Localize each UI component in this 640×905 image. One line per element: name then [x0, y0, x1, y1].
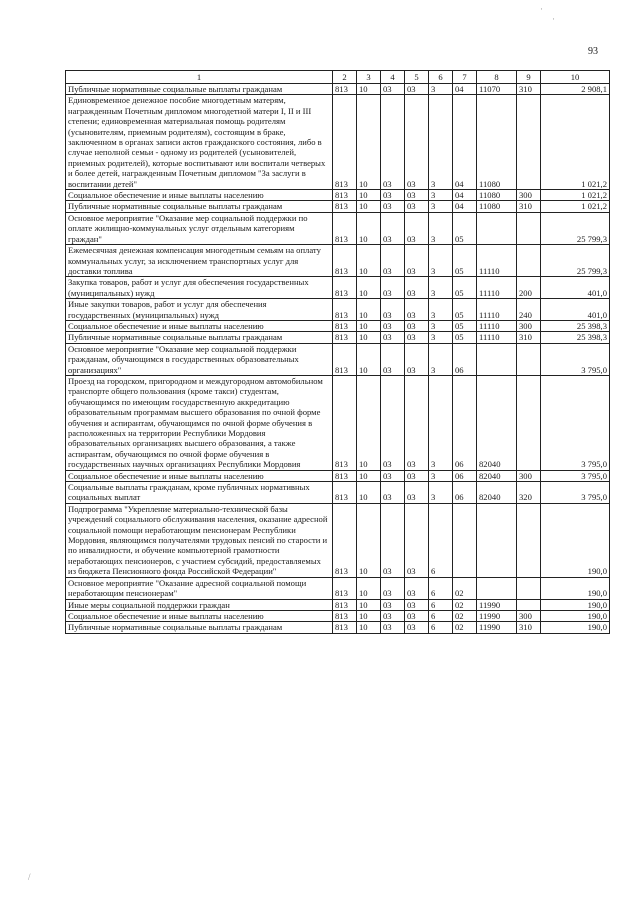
cell-subsection: 03 [381, 622, 405, 633]
cell-amount: 3 795,0 [541, 375, 610, 470]
scan-speck: · [552, 14, 555, 24]
table-row [66, 610, 610, 621]
cell-ministry-code: 813 [333, 277, 357, 299]
cell-event: 06 [453, 482, 477, 504]
row-description: Иные меры социальной поддержки граждан [66, 599, 333, 610]
row-description: Социальное обеспечение и иные выплаты населению [66, 190, 333, 201]
cell-expense-type [517, 577, 541, 599]
cell-amount: 1 021,2 [541, 201, 610, 212]
cell-amount: 1 021,2 [541, 95, 610, 190]
cell-ministry-code: 813 [333, 482, 357, 504]
row-description: Единовременное денежное пособие многодетным матерям, награжденным Почетным дипломом многодетной матери I, II и III степени; единовременная материальная помощь родителям (усыновителям, приемным родителям), состоящим в браке, заключенном в органах записи актов гражданского состояния, либо в случае неполной семьи - одному из родителей (усыновителей, приемных родителей), которые воспитывают или воспитали четверых и более детей, награжденным Почетным дипломом "За заслуги в воспитании детей" [66, 95, 333, 190]
cell-ministry-code: 813 [333, 599, 357, 610]
cell-amount: 3 795,0 [541, 343, 610, 375]
cell-expense-type: 310 [517, 84, 541, 95]
cell-subprogram: 3 [429, 343, 453, 375]
cell-amount: 190,0 [541, 599, 610, 610]
cell-ministry-code: 813 [333, 503, 357, 577]
cell-event: 02 [453, 610, 477, 621]
cell-event: 02 [453, 577, 477, 599]
cell-expense-type: 300 [517, 470, 541, 481]
cell-section: 10 [357, 610, 381, 621]
cell-section: 10 [357, 622, 381, 633]
row-description: Социальное обеспечение и иные выплаты населению [66, 320, 333, 331]
table-row [66, 622, 610, 633]
cell-amount: 1 021,2 [541, 190, 610, 201]
cell-subprogram: 3 [429, 299, 453, 321]
budget-table [65, 70, 610, 634]
table-row [66, 599, 610, 610]
cell-subsection: 03 [381, 201, 405, 212]
cell-subsection: 03 [381, 482, 405, 504]
row-description: Иные закупки товаров, работ и услуг для обеспечения государственных (муниципальных) нужд [66, 299, 333, 321]
cell-subprogram: 3 [429, 212, 453, 244]
table-row [66, 299, 610, 321]
cell-subprogram: 3 [429, 320, 453, 331]
table-row [66, 343, 610, 375]
cell-ministry-code: 813 [333, 84, 357, 95]
cell-amount: 3 795,0 [541, 482, 610, 504]
cell-amount: 401,0 [541, 299, 610, 321]
cell-section: 10 [357, 201, 381, 212]
cell-direction [477, 343, 517, 375]
cell-section: 10 [357, 212, 381, 244]
cell-event: 04 [453, 84, 477, 95]
cell-ministry-code: 813 [333, 190, 357, 201]
table-header-row [66, 71, 610, 84]
row-description: Социальные выплаты гражданам, кроме публичных нормативных социальных выплат [66, 482, 333, 504]
row-description: Подпрограмма "Укрепление материально-технической базы учреждений социального обслуживания населения, оказание адресной социальной помощи неработающим пенсионерам Республики Мордовия, являющимся получателями трудовых пенсий по старости и по инвалидности, и обучение компьютерной грамотности неработающих пенсионеров, с участием субсидий, предоставляемых из бюджета Пенсионного фонда Российской Федерации" [66, 503, 333, 577]
cell-amount: 190,0 [541, 503, 610, 577]
table-row [66, 332, 610, 343]
cell-ministry-code: 813 [333, 212, 357, 244]
cell-ministry-code: 813 [333, 95, 357, 190]
cell-subsection: 03 [381, 320, 405, 331]
cell-expense-type [517, 599, 541, 610]
cell-direction: 11110 [477, 299, 517, 321]
cell-ministry-code: 813 [333, 320, 357, 331]
cell-section: 10 [357, 470, 381, 481]
table-row [66, 470, 610, 481]
cell-subsection: 03 [381, 577, 405, 599]
header-cell: 5 [405, 71, 429, 84]
header-cell: 8 [477, 71, 517, 84]
cell-event: 04 [453, 190, 477, 201]
header-cell: 9 [517, 71, 541, 84]
page-number: 93 [588, 46, 598, 57]
cell-ministry-code: 813 [333, 577, 357, 599]
cell-program: 03 [405, 470, 429, 481]
cell-expense-type [517, 375, 541, 470]
cell-section: 10 [357, 299, 381, 321]
cell-expense-type [517, 343, 541, 375]
cell-subprogram: 3 [429, 84, 453, 95]
table-row [66, 95, 610, 190]
row-description: Основное мероприятие "Оказание адресной социальной помощи неработающим пенсионерам" [66, 577, 333, 599]
cell-subsection: 03 [381, 84, 405, 95]
header-cell: 10 [541, 71, 610, 84]
cell-subprogram: 3 [429, 201, 453, 212]
cell-event: 04 [453, 95, 477, 190]
cell-program: 03 [405, 375, 429, 470]
cell-subprogram: 3 [429, 245, 453, 277]
cell-expense-type: 300 [517, 610, 541, 621]
cell-expense-type [517, 503, 541, 577]
table-row [66, 482, 610, 504]
row-description: Социальное обеспечение и иные выплаты населению [66, 470, 333, 481]
cell-ministry-code: 813 [333, 610, 357, 621]
cell-direction: 82040 [477, 482, 517, 504]
cell-section: 10 [357, 577, 381, 599]
table-row [66, 190, 610, 201]
cell-event: 05 [453, 332, 477, 343]
cell-section: 10 [357, 320, 381, 331]
cell-subsection: 03 [381, 343, 405, 375]
cell-subprogram: 6 [429, 599, 453, 610]
cell-ministry-code: 813 [333, 332, 357, 343]
cell-program: 03 [405, 95, 429, 190]
cell-ministry-code: 813 [333, 375, 357, 470]
cell-expense-type: 300 [517, 190, 541, 201]
header-cell: 4 [381, 71, 405, 84]
cell-direction: 11990 [477, 610, 517, 621]
row-description: Социальное обеспечение и иные выплаты населению [66, 610, 333, 621]
cell-direction: 11110 [477, 277, 517, 299]
cell-expense-type: 240 [517, 299, 541, 321]
header-cell: 7 [453, 71, 477, 84]
cell-subprogram: 3 [429, 482, 453, 504]
cell-program: 03 [405, 577, 429, 599]
cell-ministry-code: 813 [333, 622, 357, 633]
cell-section: 10 [357, 190, 381, 201]
table-row [66, 245, 610, 277]
cell-amount: 190,0 [541, 622, 610, 633]
table-row [66, 84, 610, 95]
row-description: Основное мероприятие "Оказание мер социальной поддержки по оплате жилищно-коммунальных услуг отдельным категориям граждан" [66, 212, 333, 244]
table-row [66, 320, 610, 331]
cell-amount: 25 398,3 [541, 320, 610, 331]
cell-subsection: 03 [381, 599, 405, 610]
cell-ministry-code: 813 [333, 245, 357, 277]
cell-direction: 11080 [477, 95, 517, 190]
cell-ministry-code: 813 [333, 470, 357, 481]
cell-subprogram: 3 [429, 190, 453, 201]
cell-program: 03 [405, 212, 429, 244]
cell-program: 03 [405, 332, 429, 343]
cell-direction: 11990 [477, 599, 517, 610]
cell-amount: 25 799,3 [541, 245, 610, 277]
row-description: Публичные нормативные социальные выплаты гражданам [66, 332, 333, 343]
cell-event: 05 [453, 212, 477, 244]
row-description: Публичные нормативные социальные выплаты гражданам [66, 84, 333, 95]
table-body [66, 71, 610, 634]
cell-subsection: 03 [381, 245, 405, 277]
cell-direction: 82040 [477, 470, 517, 481]
cell-program: 03 [405, 190, 429, 201]
cell-direction: 11110 [477, 245, 517, 277]
cell-program: 03 [405, 610, 429, 621]
cell-subsection: 03 [381, 470, 405, 481]
cell-amount: 401,0 [541, 277, 610, 299]
cell-subprogram: 3 [429, 470, 453, 481]
cell-amount: 2 908,1 [541, 84, 610, 95]
cell-program: 03 [405, 84, 429, 95]
cell-subsection: 03 [381, 95, 405, 190]
cell-direction [477, 577, 517, 599]
header-cell: 6 [429, 71, 453, 84]
cell-section: 10 [357, 277, 381, 299]
cell-event: 02 [453, 622, 477, 633]
cell-subprogram: 3 [429, 375, 453, 470]
budget-table-wrap [65, 70, 609, 634]
cell-expense-type [517, 212, 541, 244]
cell-subprogram: 6 [429, 503, 453, 577]
cell-event: 05 [453, 299, 477, 321]
cell-subprogram: 3 [429, 95, 453, 190]
cell-expense-type [517, 245, 541, 277]
cell-expense-type: 310 [517, 201, 541, 212]
row-description: Ежемесячная денежная компенсация многодетным семьям на оплату коммунальных услуг, за исключением транспортных услуг для доставки топлива [66, 245, 333, 277]
cell-program: 03 [405, 277, 429, 299]
cell-program: 03 [405, 482, 429, 504]
cell-ministry-code: 813 [333, 343, 357, 375]
cell-direction: 11110 [477, 320, 517, 331]
cell-subprogram: 6 [429, 622, 453, 633]
header-cell: 1 [66, 71, 333, 84]
cell-event: 04 [453, 201, 477, 212]
cell-subprogram: 6 [429, 577, 453, 599]
cell-section: 10 [357, 95, 381, 190]
cell-program: 03 [405, 245, 429, 277]
cell-expense-type: 310 [517, 332, 541, 343]
cell-amount: 190,0 [541, 610, 610, 621]
cell-section: 10 [357, 245, 381, 277]
cell-expense-type [517, 95, 541, 190]
cell-program: 03 [405, 320, 429, 331]
scan-speck: / [28, 872, 31, 882]
cell-section: 10 [357, 482, 381, 504]
header-cell: 3 [357, 71, 381, 84]
cell-amount: 3 795,0 [541, 470, 610, 481]
cell-event [453, 503, 477, 577]
cell-program: 03 [405, 622, 429, 633]
table-row [66, 503, 610, 577]
cell-event: 05 [453, 320, 477, 331]
cell-subsection: 03 [381, 332, 405, 343]
cell-direction [477, 212, 517, 244]
cell-expense-type: 310 [517, 622, 541, 633]
cell-subsection: 03 [381, 610, 405, 621]
cell-ministry-code: 813 [333, 299, 357, 321]
cell-section: 10 [357, 332, 381, 343]
cell-program: 03 [405, 201, 429, 212]
cell-event: 05 [453, 277, 477, 299]
cell-direction: 11110 [477, 332, 517, 343]
cell-subprogram: 3 [429, 277, 453, 299]
cell-section: 10 [357, 343, 381, 375]
cell-amount: 25 799,3 [541, 212, 610, 244]
cell-amount: 190,0 [541, 577, 610, 599]
table-row [66, 212, 610, 244]
cell-section: 10 [357, 503, 381, 577]
cell-subprogram: 6 [429, 610, 453, 621]
cell-subsection: 03 [381, 212, 405, 244]
cell-expense-type: 300 [517, 320, 541, 331]
table-row [66, 375, 610, 470]
cell-subsection: 03 [381, 277, 405, 299]
row-description: Основное мероприятие "Оказание мер социальной поддержки гражданам, обучающимся в государственных образовательных организациях" [66, 343, 333, 375]
cell-direction: 11080 [477, 190, 517, 201]
header-cell: 2 [333, 71, 357, 84]
cell-section: 10 [357, 84, 381, 95]
cell-section: 10 [357, 599, 381, 610]
cell-subsection: 03 [381, 190, 405, 201]
row-description: Публичные нормативные социальные выплаты гражданам [66, 622, 333, 633]
cell-event: 06 [453, 470, 477, 481]
scan-speck: · [540, 4, 543, 14]
cell-expense-type: 320 [517, 482, 541, 504]
cell-direction: 82040 [477, 375, 517, 470]
cell-event: 02 [453, 599, 477, 610]
cell-subsection: 03 [381, 375, 405, 470]
cell-program: 03 [405, 503, 429, 577]
cell-program: 03 [405, 343, 429, 375]
cell-subsection: 03 [381, 299, 405, 321]
cell-ministry-code: 813 [333, 201, 357, 212]
cell-event: 06 [453, 343, 477, 375]
cell-program: 03 [405, 599, 429, 610]
cell-direction [477, 503, 517, 577]
table-row [66, 577, 610, 599]
cell-direction: 11070 [477, 84, 517, 95]
cell-subsection: 03 [381, 503, 405, 577]
cell-direction: 11990 [477, 622, 517, 633]
cell-subprogram: 3 [429, 332, 453, 343]
table-row [66, 201, 610, 212]
table-row [66, 277, 610, 299]
cell-section: 10 [357, 375, 381, 470]
row-description: Проезд на городском, пригородном и междугородном автомобильном транспорте общего пользования (кроме такси) студентам, обучающимся по имеющим государственную аккредитацию образовательным программам высшего образования по очной форме обучения и аспирантам, обучающимся по очной форме обучения в расположенных на территории Республики Мордовия образовательных организациях высшего образования, а также аспирантам, обучающимся по очной форме обучения в государственных научных организациях Республики Мордовия [66, 375, 333, 470]
cell-direction: 11080 [477, 201, 517, 212]
row-description: Закупка товаров, работ и услуг для обеспечения государственных (муниципальных) нужд [66, 277, 333, 299]
cell-event: 06 [453, 375, 477, 470]
row-description: Публичные нормативные социальные выплаты гражданам [66, 201, 333, 212]
cell-program: 03 [405, 299, 429, 321]
cell-amount: 25 398,3 [541, 332, 610, 343]
cell-event: 05 [453, 245, 477, 277]
cell-expense-type: 200 [517, 277, 541, 299]
